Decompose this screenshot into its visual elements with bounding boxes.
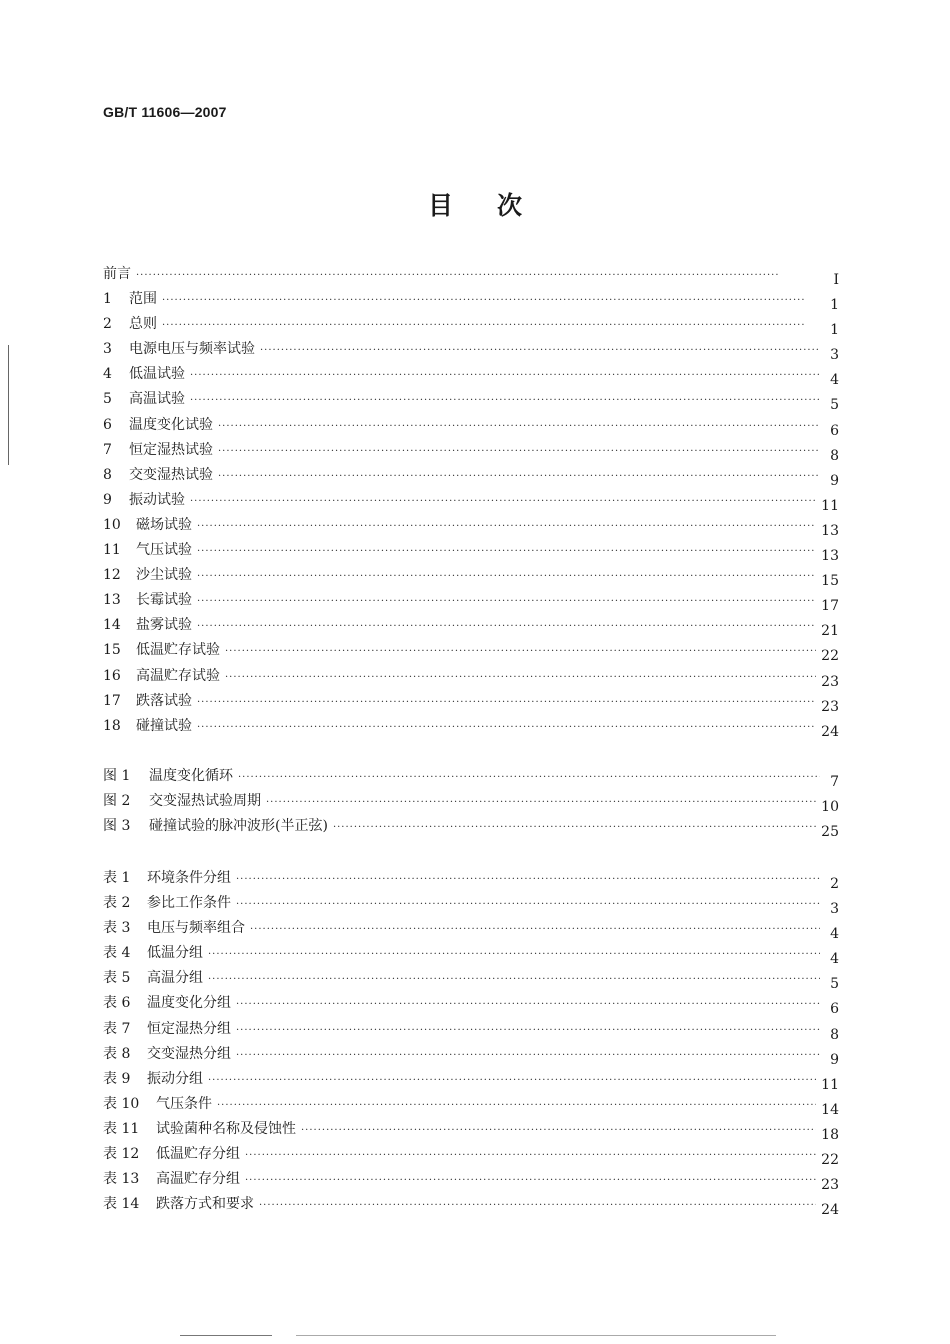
toc-entry xyxy=(103,664,839,689)
toc-leader-dots xyxy=(162,313,820,338)
toc-entry-page: 4 xyxy=(830,372,839,389)
toc-entry-page: 8 xyxy=(830,447,839,464)
toc-entry-label: 高温分组 xyxy=(147,970,203,987)
toc-entry xyxy=(103,1192,839,1217)
toc-entry-label: 参比工作条件 xyxy=(147,895,231,912)
toc-entry-number: 10 xyxy=(103,516,121,533)
toc-entry-label: 沙尘试验 xyxy=(136,567,192,584)
toc-entry xyxy=(103,438,839,463)
toc-entry-label: 碰撞试验的脉冲波形(半正弦) xyxy=(149,818,328,835)
toc-entry-page: 9 xyxy=(830,1051,839,1068)
toc-entry-number: 4 xyxy=(103,366,112,383)
toc-entry xyxy=(103,613,839,638)
toc-entry-page: 6 xyxy=(830,422,839,439)
toc-entry xyxy=(103,1117,839,1142)
toc-leader-dots xyxy=(197,690,816,715)
toc-entry xyxy=(103,513,839,538)
toc-entry-number: 9 xyxy=(103,491,112,508)
toc-entry-page: 9 xyxy=(830,472,839,489)
toc-entry-number: 表 13 xyxy=(103,1171,140,1188)
toc-leader-dots xyxy=(236,892,820,917)
toc-entry-page: 1 xyxy=(830,322,839,339)
toc-entry-page: 5 xyxy=(830,397,839,414)
toc-entry-label: 电源电压与频率试验 xyxy=(129,341,255,358)
toc-entry xyxy=(103,387,839,412)
toc-leader-dots xyxy=(218,464,820,489)
toc-entry-number: 表 11 xyxy=(103,1120,140,1137)
toc-entry-label: 交变湿热试验 xyxy=(129,466,213,483)
toc-entry xyxy=(103,362,839,387)
toc-entry-page: 1 xyxy=(830,297,839,314)
toc-entry-number: 11 xyxy=(103,542,121,559)
toc-entry xyxy=(103,814,839,839)
toc-entry-page: 10 xyxy=(821,799,839,816)
toc-entry-label: 气压试验 xyxy=(136,542,192,559)
toc-entry-page: 3 xyxy=(830,901,839,918)
toc-entry-number: 18 xyxy=(103,717,121,734)
toc-entry-number: 图 1 xyxy=(103,768,131,784)
toc-entry-label: 总则 xyxy=(129,316,157,333)
toc-leader-dots xyxy=(162,288,820,313)
toc-entry xyxy=(103,764,839,789)
toc-entry-label: 气压条件 xyxy=(156,1095,212,1112)
toc-entry-page: 13 xyxy=(821,522,839,539)
toc-entry-page: 17 xyxy=(821,598,839,615)
toc-leader-dots xyxy=(236,867,820,892)
toc-entry-label: 振动分组 xyxy=(147,1070,203,1087)
toc-entry-number: 12 xyxy=(103,567,121,584)
toc-entry-label: 交变湿热试验周期 xyxy=(149,793,261,810)
toc-entry xyxy=(103,1017,839,1042)
toc-entry-number: 17 xyxy=(103,692,121,709)
toc-entry-label: 盐雾试验 xyxy=(136,617,192,634)
toc-entry-number: 表 12 xyxy=(103,1146,140,1163)
toc-entry-label: 低温试验 xyxy=(129,366,185,383)
toc-entry-label: 范围 xyxy=(129,291,157,308)
toc-leader-dots xyxy=(218,414,820,439)
toc-entry-number: 表 1 xyxy=(103,870,131,886)
toc-entry-label: 碰撞试验 xyxy=(136,717,192,734)
toc-entry-number: 表 14 xyxy=(103,1196,140,1213)
toc-leader-dots xyxy=(190,489,816,514)
toc-entry-page: 23 xyxy=(821,1177,839,1194)
toc-leader-dots xyxy=(197,614,816,639)
toc-entry-number: 15 xyxy=(103,642,121,659)
toc-entry-label: 跌落试验 xyxy=(136,692,192,709)
toc-entry-page: 18 xyxy=(821,1126,839,1143)
toc-entry-page: 6 xyxy=(830,1001,839,1018)
toc-entry-label: 温度变化分组 xyxy=(147,995,231,1012)
toc-leader-dots xyxy=(333,815,816,840)
toc-entry-label: 温度变化试验 xyxy=(129,416,213,433)
toc-leader-dots xyxy=(238,765,820,790)
toc-leader-dots xyxy=(197,514,816,539)
toc-entry-label: 前言 xyxy=(103,266,131,282)
toc-entry-label: 交变湿热分组 xyxy=(147,1045,231,1062)
toc-entry-number: 表 8 xyxy=(103,1045,131,1062)
toc-entry-number: 3 xyxy=(103,341,112,358)
toc-entry-number: 8 xyxy=(103,466,112,483)
toc-entry xyxy=(103,638,839,663)
toc-entry-number: 表 6 xyxy=(103,995,131,1012)
toc-entry-label: 高温试验 xyxy=(129,391,185,408)
document-number: GB/T 11606—2007 xyxy=(103,104,227,120)
toc-leader-dots xyxy=(225,639,816,664)
toc-leader-dots xyxy=(217,1093,816,1118)
toc-entry xyxy=(103,966,839,991)
toc-entry-label: 高温贮存分组 xyxy=(156,1171,240,1188)
footer-rule xyxy=(180,1335,272,1336)
toc-entry xyxy=(103,941,839,966)
toc-entry-page: 7 xyxy=(830,774,839,790)
toc-entry xyxy=(103,916,839,941)
toc-entry xyxy=(103,714,839,739)
toc-entry-page: 15 xyxy=(821,573,839,590)
toc-entry-label: 低温贮存分组 xyxy=(156,1146,240,1163)
toc-entry-page: 22 xyxy=(821,648,839,665)
toc-leader-dots xyxy=(245,1143,816,1168)
toc-entry-label: 恒定湿热试验 xyxy=(129,441,213,458)
toc-entry-number: 表 5 xyxy=(103,970,131,987)
toc-entry-number: 表 10 xyxy=(103,1095,140,1112)
toc-leader-dots xyxy=(197,564,816,589)
toc-leader-dots xyxy=(197,539,816,564)
toc-entry-number: 1 xyxy=(103,291,112,308)
toc-entry-page: 11 xyxy=(821,497,839,514)
toc-entry-page: 3 xyxy=(830,347,839,364)
toc-entry-number: 表 7 xyxy=(103,1020,131,1037)
toc-entry-page: 11 xyxy=(821,1076,839,1093)
toc-leader-dots xyxy=(260,338,820,363)
toc-entry-page: 21 xyxy=(821,623,839,640)
toc-entry-page: 2 xyxy=(830,876,839,892)
toc-entry-label: 高温贮存试验 xyxy=(136,667,220,684)
toc-leader-dots xyxy=(190,363,820,388)
toc-leader-dots xyxy=(245,1168,816,1193)
toc-entry-page: 4 xyxy=(830,951,839,968)
toc-leader-dots xyxy=(208,967,820,992)
toc-leader-dots xyxy=(190,388,820,413)
toc-entry xyxy=(103,312,839,337)
toc-entry-number: 图 3 xyxy=(103,818,131,835)
toc-entry-label: 电压与频率组合 xyxy=(147,920,245,937)
toc-entry-page: 24 xyxy=(821,723,839,740)
toc-entry xyxy=(103,689,839,714)
toc-entry-label: 长霉试验 xyxy=(136,592,192,609)
toc-leader-dots xyxy=(236,992,820,1017)
toc-entry-label: 低温贮存试验 xyxy=(136,642,220,659)
toc-entry xyxy=(103,463,839,488)
toc-leader-dots xyxy=(301,1118,816,1143)
toc-entry xyxy=(103,488,839,513)
toc-entry-label: 振动试验 xyxy=(129,491,185,508)
toc-entry-number: 2 xyxy=(103,316,112,333)
toc-entry-page: 24 xyxy=(821,1202,839,1219)
toc-entry-number: 表 4 xyxy=(103,945,131,962)
toc-leader-dots xyxy=(136,263,820,288)
toc-entry-label: 跌落方式和要求 xyxy=(156,1196,254,1213)
toc-leader-dots xyxy=(208,1068,816,1093)
toc-leader-dots xyxy=(266,790,816,815)
toc-entry xyxy=(103,262,839,287)
toc-leader-dots xyxy=(208,942,820,967)
toc-entry-page: 5 xyxy=(830,976,839,993)
toc-entry xyxy=(103,1067,839,1092)
toc-entry xyxy=(103,789,839,814)
toc-leader-dots xyxy=(218,439,820,464)
toc-entry-page: 25 xyxy=(821,824,839,841)
toc-entry-number: 16 xyxy=(103,667,121,684)
toc-entry xyxy=(103,287,839,312)
toc-sections xyxy=(103,262,839,739)
toc-entry-label: 低温分组 xyxy=(147,945,203,962)
toc-leader-dots xyxy=(236,1018,820,1043)
toc-entry-page: 8 xyxy=(830,1026,839,1043)
toc-entry-page: 23 xyxy=(821,673,839,690)
toc-entry xyxy=(103,891,839,916)
toc-leader-dots xyxy=(197,715,816,740)
toc-entry xyxy=(103,538,839,563)
scan-margin-mark xyxy=(8,345,9,465)
toc-entry-label: 环境条件分组 xyxy=(147,870,231,886)
toc-entry-page: 13 xyxy=(821,548,839,565)
toc-leader-dots xyxy=(197,589,816,614)
footer-rule xyxy=(296,1335,776,1336)
toc-entry-label: 磁场试验 xyxy=(136,516,192,533)
toc-entry-page: 14 xyxy=(821,1101,839,1118)
toc-leader-dots xyxy=(236,1043,820,1068)
page-title: 目次 xyxy=(427,191,566,220)
toc-entry-label: 温度变化循环 xyxy=(149,768,233,784)
toc-entry xyxy=(103,1167,839,1192)
toc-entry-label: 试验菌种名称及侵蚀性 xyxy=(156,1120,296,1137)
toc-entry-label: 恒定湿热分组 xyxy=(147,1020,231,1037)
toc-entry-number: 7 xyxy=(103,441,112,458)
toc-tables xyxy=(103,866,839,1217)
toc-entry xyxy=(103,1092,839,1117)
toc-entry xyxy=(103,337,839,362)
toc-entry-number: 5 xyxy=(103,391,112,408)
toc-entry xyxy=(103,991,839,1016)
toc-entry xyxy=(103,866,839,891)
toc-entry-number: 14 xyxy=(103,617,121,634)
toc-entry xyxy=(103,1042,839,1067)
toc-entry-number: 13 xyxy=(103,592,121,609)
toc-entry xyxy=(103,413,839,438)
toc-entry-page: 4 xyxy=(830,926,839,943)
toc-entry-page: 23 xyxy=(821,698,839,715)
toc-entry-page: 22 xyxy=(821,1152,839,1169)
toc-entry xyxy=(103,588,839,613)
toc-entry-number: 表 9 xyxy=(103,1070,131,1087)
toc-leader-dots xyxy=(250,917,820,942)
toc-entry-number: 图 2 xyxy=(103,793,131,810)
toc-entry-number: 6 xyxy=(103,416,112,433)
toc-leader-dots xyxy=(259,1193,816,1218)
toc-figures xyxy=(103,764,839,839)
toc-entry-page: Ⅰ xyxy=(833,272,839,288)
toc-leader-dots xyxy=(225,665,816,690)
toc-entry xyxy=(103,563,839,588)
toc-entry xyxy=(103,1142,839,1167)
toc-entry-number: 表 3 xyxy=(103,920,131,937)
toc-entry-number: 表 2 xyxy=(103,895,131,912)
